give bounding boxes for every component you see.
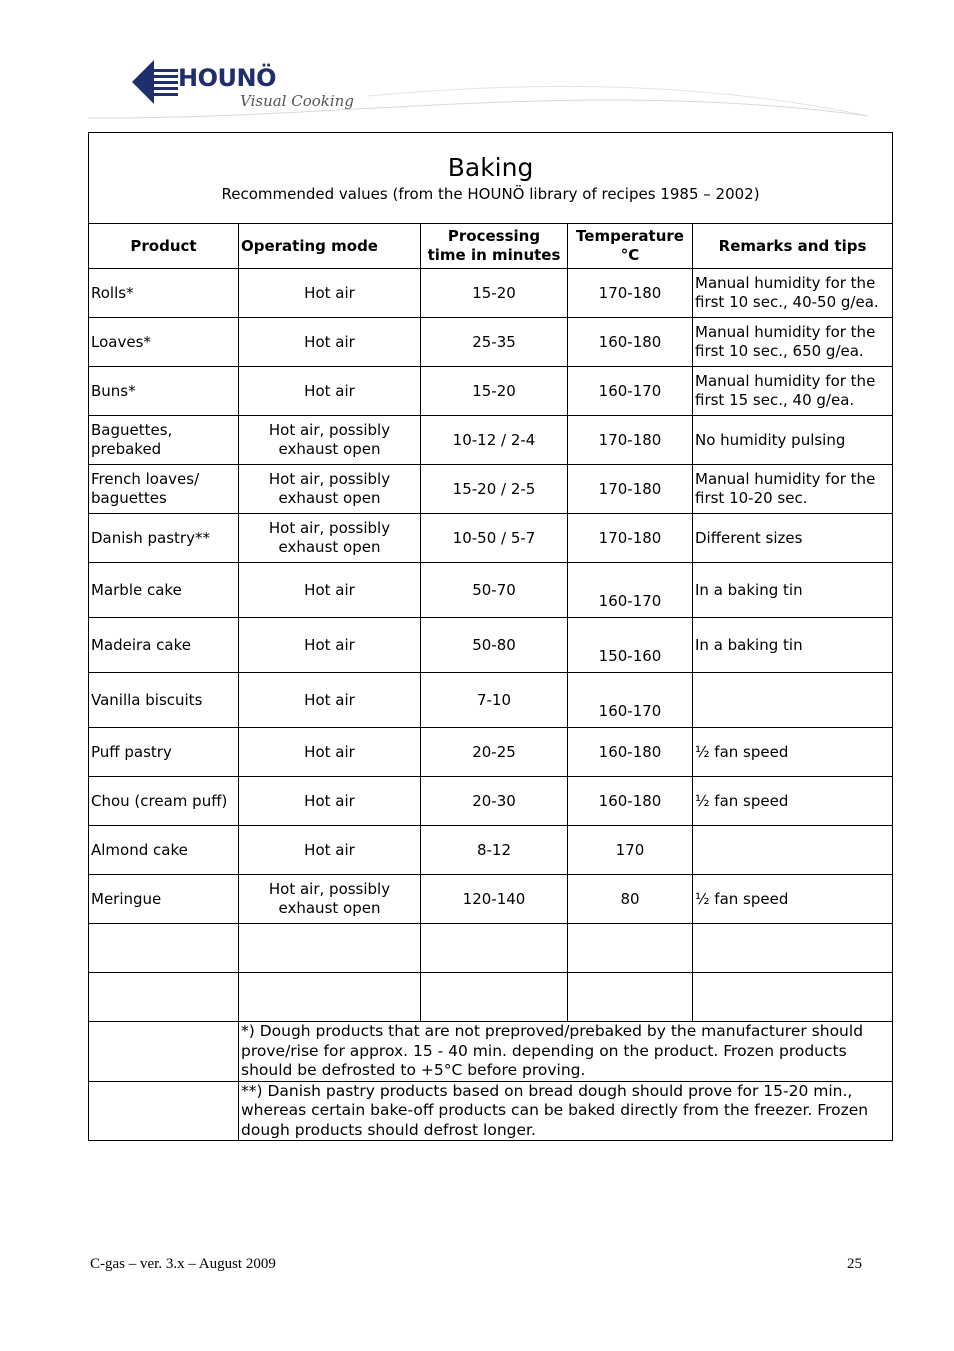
empty-cell	[239, 924, 421, 973]
processing-time-cell: 20-30	[421, 777, 568, 826]
operating-mode-cell: Hot air	[239, 618, 421, 673]
processing-time-cell: 15-20 / 2-5	[421, 465, 568, 514]
table-row	[89, 416, 893, 465]
remarks-cell: Different sizes	[693, 514, 893, 563]
page-title: Baking	[447, 153, 534, 182]
product-cell: Almond cake	[89, 826, 239, 875]
product-cell: French loaves/ baguettes	[89, 465, 239, 514]
title-cell	[89, 133, 893, 224]
product-cell: Loaves*	[89, 318, 239, 367]
column-header-product: Product	[89, 224, 239, 269]
table-row	[89, 318, 893, 367]
table-row	[89, 563, 893, 618]
remarks-cell: Manual humidity for the first 10 sec., 650 g/ea.	[693, 318, 893, 367]
table-row-empty	[89, 973, 893, 1022]
table-row	[89, 465, 893, 514]
table-row	[89, 875, 893, 924]
temperature-cell: 170-180	[568, 514, 693, 563]
product-cell: Baguettes, prebaked	[89, 416, 239, 465]
table-row	[89, 777, 893, 826]
remarks-cell: ½ fan speed	[693, 777, 893, 826]
baking-table	[88, 132, 893, 1141]
product-cell: Buns*	[89, 367, 239, 416]
remarks-cell: ½ fan speed	[693, 728, 893, 777]
processing-time-cell: 15-20	[421, 367, 568, 416]
operating-mode-cell: Hot air	[239, 367, 421, 416]
product-cell: Puff pastry	[89, 728, 239, 777]
temperature-cell: 80	[568, 875, 693, 924]
page-number: 25	[847, 1256, 862, 1272]
column-header-processing-time-line2: time in minutes	[427, 246, 561, 264]
temperature-cell: 150-160	[568, 618, 693, 673]
table-row	[89, 514, 893, 563]
temperature-cell: 170-180	[568, 465, 693, 514]
page-subtitle: Recommended values (from the HOUNÖ library of recipes 1985 – 2002)	[221, 185, 760, 203]
table-row	[89, 269, 893, 318]
logo-brand: HOUNÖ	[178, 64, 276, 92]
remarks-cell: No humidity pulsing	[693, 416, 893, 465]
table-row	[89, 367, 893, 416]
temperature-cell: 170	[568, 826, 693, 875]
empty-cell	[421, 924, 568, 973]
product-cell: Danish pastry**	[89, 514, 239, 563]
empty-cell	[89, 1022, 239, 1082]
remarks-cell: Manual humidity for the first 10-20 sec.	[693, 465, 893, 514]
table-row	[89, 826, 893, 875]
temperature-cell: 160-180	[568, 728, 693, 777]
empty-cell	[89, 973, 239, 1022]
product-cell: Rolls*	[89, 269, 239, 318]
product-cell: Madeira cake	[89, 618, 239, 673]
table-header-row	[89, 224, 893, 269]
processing-time-cell: 15-20	[421, 269, 568, 318]
table-row	[89, 618, 893, 673]
remarks-cell: ½ fan speed	[693, 875, 893, 924]
operating-mode-cell: Hot air, possibly exhaust open	[239, 416, 421, 465]
temperature-cell: 160-170	[568, 673, 693, 728]
empty-cell	[693, 924, 893, 973]
temperature-cell: 170-180	[568, 269, 693, 318]
product-cell: Chou (cream puff)	[89, 777, 239, 826]
operating-mode-cell: Hot air	[239, 826, 421, 875]
empty-cell	[568, 973, 693, 1022]
temperature-cell: 170-180	[568, 416, 693, 465]
operating-mode-cell: Hot air	[239, 318, 421, 367]
empty-cell	[421, 973, 568, 1022]
processing-time-cell: 50-70	[421, 563, 568, 618]
column-header-remarks: Remarks and tips	[693, 224, 893, 269]
remarks-cell: Manual humidity for the first 15 sec., 40 g/ea.	[693, 367, 893, 416]
temperature-cell: 160-170	[568, 367, 693, 416]
empty-cell	[89, 924, 239, 973]
operating-mode-cell: Hot air, possibly exhaust open	[239, 514, 421, 563]
header-swoosh-decoration	[88, 76, 878, 126]
processing-time-cell: 50-80	[421, 618, 568, 673]
column-header-processing-time	[421, 224, 568, 269]
empty-cell	[89, 1081, 239, 1141]
operating-mode-cell: Hot air	[239, 673, 421, 728]
operating-mode-cell: Hot air, possibly exhaust open	[239, 465, 421, 514]
product-cell: Meringue	[89, 875, 239, 924]
footnote-double-asterisk: **) Danish pastry products based on bread dough should prove for 15-20 min., whereas certain bake-off products can be baked directly from the freezer. Frozen dough products should defrost longer.	[239, 1081, 893, 1141]
footer-version: C-gas – ver. 3.x – August 2009	[90, 1256, 276, 1272]
remarks-cell	[693, 673, 893, 728]
product-cell: Marble cake	[89, 563, 239, 618]
processing-time-cell: 10-50 / 5-7	[421, 514, 568, 563]
column-header-temperature	[568, 224, 693, 269]
operating-mode-cell: Hot air	[239, 777, 421, 826]
processing-time-cell: 8-12	[421, 826, 568, 875]
footnote-single-asterisk: *) Dough products that are not preproved/prebaked by the manufacturer should prove/rise for approx. 15 - 40 min. depending on the product. Frozen products should be defrosted to +5°C before proving.	[239, 1022, 893, 1082]
remarks-cell: Manual humidity for the first 10 sec., 40-50 g/ea.	[693, 269, 893, 318]
table-row	[89, 728, 893, 777]
temperature-cell: 160-170	[568, 563, 693, 618]
processing-time-cell: 25-35	[421, 318, 568, 367]
footnote-row	[89, 1081, 893, 1141]
table-row	[89, 673, 893, 728]
logo-tagline: Visual Cooking	[240, 92, 354, 110]
processing-time-cell: 20-25	[421, 728, 568, 777]
operating-mode-cell: Hot air	[239, 269, 421, 318]
empty-cell	[693, 973, 893, 1022]
processing-time-cell: 120-140	[421, 875, 568, 924]
operating-mode-cell: Hot air	[239, 728, 421, 777]
empty-cell	[239, 973, 421, 1022]
temperature-cell: 160-180	[568, 318, 693, 367]
remarks-cell: In a baking tin	[693, 618, 893, 673]
remarks-cell	[693, 826, 893, 875]
column-header-operating-mode: Operating mode	[239, 224, 421, 269]
remarks-cell: In a baking tin	[693, 563, 893, 618]
processing-time-cell: 7-10	[421, 673, 568, 728]
operating-mode-cell: Hot air	[239, 563, 421, 618]
column-header-processing-time-line1: Processing	[447, 227, 541, 245]
processing-time-cell: 10-12 / 2-4	[421, 416, 568, 465]
column-header-temperature-line2: °C	[620, 246, 640, 264]
product-cell: Vanilla biscuits	[89, 673, 239, 728]
column-header-temperature-line1: Temperature	[576, 227, 684, 245]
footnote-row	[89, 1022, 893, 1082]
empty-cell	[568, 924, 693, 973]
operating-mode-cell: Hot air, possibly exhaust open	[239, 875, 421, 924]
table-row-empty	[89, 924, 893, 973]
temperature-cell: 160-180	[568, 777, 693, 826]
